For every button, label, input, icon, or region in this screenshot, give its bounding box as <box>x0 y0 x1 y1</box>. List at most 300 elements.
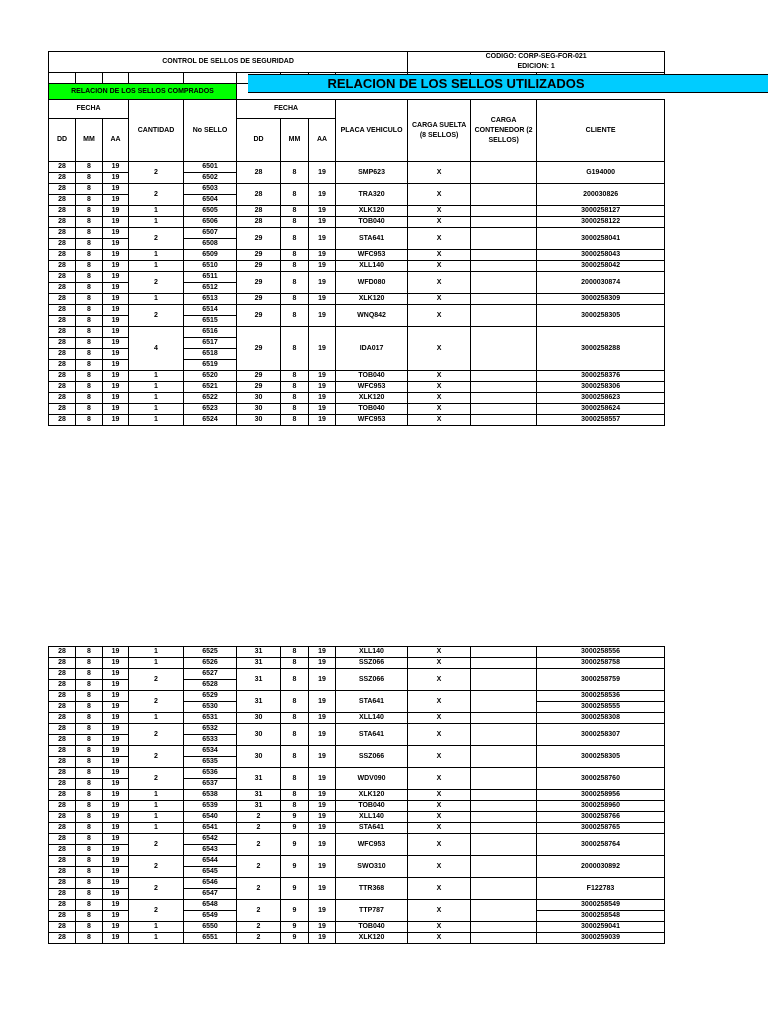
table-row <box>49 746 665 757</box>
use-day: 31 <box>237 691 281 713</box>
quantity: 1 <box>129 647 184 658</box>
purchase-year: 19 <box>103 349 129 360</box>
seal-number: 6512 <box>184 283 237 294</box>
client-code: 3000258307 <box>537 724 665 746</box>
purchase-day: 28 <box>49 647 76 658</box>
carga-suelta-mark: X <box>408 812 471 823</box>
codigo-label: CODIGO: CORP-SEG-FOR-021 <box>485 53 587 60</box>
use-month: 8 <box>281 713 309 724</box>
use-day: 29 <box>237 272 281 294</box>
quantity: 1 <box>129 206 184 217</box>
use-year: 19 <box>309 834 336 856</box>
use-year: 19 <box>309 393 336 404</box>
quantity: 2 <box>129 669 184 691</box>
carga-suelta-mark: X <box>408 713 471 724</box>
purchase-day: 28 <box>49 713 76 724</box>
quantity: 1 <box>129 415 184 426</box>
client-code: 3000258557 <box>537 415 665 426</box>
use-month: 8 <box>281 404 309 415</box>
purchase-day: 28 <box>49 911 76 922</box>
purchase-month: 8 <box>76 900 103 911</box>
table-row <box>49 382 665 393</box>
table-row <box>49 658 665 669</box>
use-year: 19 <box>309 184 336 206</box>
vehicle-plate: TOB040 <box>336 217 408 228</box>
vehicle-plate: XLL140 <box>336 812 408 823</box>
quantity: 2 <box>129 691 184 713</box>
carga-contenedor-mark <box>471 922 537 933</box>
table-row <box>49 669 665 680</box>
vehicle-plate: WFD080 <box>336 272 408 294</box>
use-year: 19 <box>309 415 336 426</box>
carga-contenedor-mark <box>471 812 537 823</box>
seal-number: 6525 <box>184 647 237 658</box>
use-day: 30 <box>237 404 281 415</box>
purchase-month: 8 <box>76 867 103 878</box>
use-month: 8 <box>281 768 309 790</box>
carga-suelta-mark: X <box>408 768 471 790</box>
purchase-day: 28 <box>49 823 76 834</box>
use-day: 2 <box>237 900 281 922</box>
seal-number: 6536 <box>184 768 237 779</box>
purchase-year: 19 <box>103 393 129 404</box>
quantity: 2 <box>129 305 184 327</box>
carga-contenedor-mark <box>471 250 537 261</box>
vehicle-plate: WFC953 <box>336 382 408 393</box>
vehicle-plate: TOB040 <box>336 371 408 382</box>
carga-suelta-mark: X <box>408 746 471 768</box>
purchase-day: 28 <box>49 195 76 206</box>
use-day: 28 <box>237 162 281 184</box>
purchase-month: 8 <box>76 735 103 746</box>
carga-contenedor-mark <box>471 382 537 393</box>
client-code: 200030826 <box>537 184 665 206</box>
purchase-day: 28 <box>49 261 76 272</box>
seal-number: 6548 <box>184 900 237 911</box>
use-month: 8 <box>281 294 309 305</box>
page-title: CONTROL DE SELLOS DE SEGURIDAD <box>49 52 408 73</box>
purchase-year: 19 <box>103 647 129 658</box>
client-code: 3000258549 <box>537 900 665 911</box>
table-row <box>49 922 665 933</box>
purchase-year: 19 <box>103 735 129 746</box>
quantity: 1 <box>129 823 184 834</box>
table-row <box>49 162 665 173</box>
banner-utilizados: RELACION DE LOS SELLOS UTILIZADOS <box>327 76 585 91</box>
purchase-day: 28 <box>49 900 76 911</box>
table-row <box>49 393 665 404</box>
purchase-day: 28 <box>49 206 76 217</box>
client-code: 3000258306 <box>537 382 665 393</box>
carga-suelta-mark: X <box>408 184 471 206</box>
use-month: 9 <box>281 856 309 878</box>
use-day: 30 <box>237 724 281 746</box>
seal-number: 6521 <box>184 382 237 393</box>
vehicle-plate: XLK120 <box>336 393 408 404</box>
use-day: 29 <box>237 382 281 393</box>
purchase-year: 19 <box>103 239 129 250</box>
carga-suelta-mark: X <box>408 900 471 922</box>
seal-number: 6540 <box>184 812 237 823</box>
seal-number: 6534 <box>184 746 237 757</box>
use-day: 29 <box>237 261 281 272</box>
seal-number: 6517 <box>184 338 237 349</box>
carga-contenedor-mark <box>471 790 537 801</box>
seal-number: 6509 <box>184 250 237 261</box>
seal-number: 6518 <box>184 349 237 360</box>
purchase-year: 19 <box>103 768 129 779</box>
use-month: 9 <box>281 812 309 823</box>
purchase-month: 8 <box>76 173 103 184</box>
document-code <box>408 52 665 73</box>
quantity: 1 <box>129 250 184 261</box>
quantity: 1 <box>129 922 184 933</box>
seal-number: 6507 <box>184 228 237 239</box>
purchase-day: 28 <box>49 250 76 261</box>
seal-number: 6510 <box>184 261 237 272</box>
carga-suelta-mark: X <box>408 250 471 261</box>
seal-number: 6535 <box>184 757 237 768</box>
purchase-year: 19 <box>103 294 129 305</box>
purchase-year: 19 <box>103 702 129 713</box>
table-row <box>49 713 665 724</box>
table-row <box>49 856 665 867</box>
carga-contenedor-mark <box>471 691 537 713</box>
vehicle-plate: STA641 <box>336 823 408 834</box>
purchase-day: 28 <box>49 735 76 746</box>
purchase-month: 8 <box>76 371 103 382</box>
purchase-month: 8 <box>76 327 103 338</box>
use-month: 8 <box>281 746 309 768</box>
carga-contenedor-mark <box>471 206 537 217</box>
client-code: 3000258556 <box>537 647 665 658</box>
seal-number: 6504 <box>184 195 237 206</box>
carga-suelta-mark: X <box>408 658 471 669</box>
client-code: 3000258042 <box>537 261 665 272</box>
client-code: 3000258760 <box>537 768 665 790</box>
vehicle-plate: WNQ842 <box>336 305 408 327</box>
client-code: 3000258288 <box>537 327 665 371</box>
use-day: 31 <box>237 647 281 658</box>
seal-number: 6533 <box>184 735 237 746</box>
carga-contenedor-mark <box>471 415 537 426</box>
seal-number: 6537 <box>184 779 237 790</box>
purchase-year: 19 <box>103 217 129 228</box>
vehicle-plate: STA641 <box>336 228 408 250</box>
carga-suelta-mark: X <box>408 261 471 272</box>
purchase-month: 8 <box>76 812 103 823</box>
use-year: 19 <box>309 404 336 415</box>
seal-number: 6531 <box>184 713 237 724</box>
client-code: 3000258758 <box>537 658 665 669</box>
use-year: 19 <box>309 801 336 812</box>
carga-suelta-mark: X <box>408 415 471 426</box>
client-code: 3000258960 <box>537 801 665 812</box>
carga-suelta-mark: X <box>408 669 471 691</box>
table-row <box>49 823 665 834</box>
use-month: 9 <box>281 878 309 900</box>
quantity: 2 <box>129 746 184 768</box>
use-day: 2 <box>237 823 281 834</box>
use-year: 19 <box>309 691 336 713</box>
client-code: 3000258309 <box>537 294 665 305</box>
table-row <box>49 228 665 239</box>
vehicle-plate: XLL140 <box>336 261 408 272</box>
purchase-year: 19 <box>103 338 129 349</box>
purchase-month: 8 <box>76 845 103 856</box>
purchase-month: 8 <box>76 768 103 779</box>
purchase-month: 8 <box>76 184 103 195</box>
seal-table-bottom <box>48 646 665 944</box>
vehicle-plate: IDA017 <box>336 327 408 371</box>
purchase-month: 8 <box>76 349 103 360</box>
use-month: 8 <box>281 647 309 658</box>
quantity: 2 <box>129 228 184 250</box>
carga-contenedor-mark <box>471 823 537 834</box>
purchase-day: 28 <box>49 691 76 702</box>
purchase-day: 28 <box>49 658 76 669</box>
purchase-day: 28 <box>49 779 76 790</box>
purchase-day: 28 <box>49 669 76 680</box>
purchase-year: 19 <box>103 779 129 790</box>
use-year: 19 <box>309 228 336 250</box>
purchase-year: 19 <box>103 669 129 680</box>
quantity: 1 <box>129 933 184 944</box>
use-year: 19 <box>309 922 336 933</box>
seal-number: 6514 <box>184 305 237 316</box>
purchase-month: 8 <box>76 195 103 206</box>
table-row <box>49 812 665 823</box>
purchase-year: 19 <box>103 195 129 206</box>
use-day: 2 <box>237 834 281 856</box>
purchase-year: 19 <box>103 823 129 834</box>
seal-number: 6543 <box>184 845 237 856</box>
table-row <box>49 305 665 316</box>
client-code: 3000258127 <box>537 206 665 217</box>
purchase-year: 19 <box>103 283 129 294</box>
client-code: 3000258305 <box>537 746 665 768</box>
use-year: 19 <box>309 878 336 900</box>
carga-contenedor-mark <box>471 272 537 294</box>
purchase-day: 28 <box>49 338 76 349</box>
seal-number: 6539 <box>184 801 237 812</box>
use-day: 29 <box>237 250 281 261</box>
use-year: 19 <box>309 900 336 922</box>
carga-suelta-mark: X <box>408 790 471 801</box>
seal-number: 6524 <box>184 415 237 426</box>
use-day: 31 <box>237 801 281 812</box>
carga-contenedor-mark <box>471 658 537 669</box>
carga-contenedor-mark <box>471 305 537 327</box>
purchase-year: 19 <box>103 327 129 338</box>
use-month: 9 <box>281 922 309 933</box>
purchase-month: 8 <box>76 911 103 922</box>
use-year: 19 <box>309 162 336 184</box>
use-year: 19 <box>309 305 336 327</box>
purchase-year: 19 <box>103 801 129 812</box>
purchase-month: 8 <box>76 239 103 250</box>
purchase-day: 28 <box>49 327 76 338</box>
seal-number: 6541 <box>184 823 237 834</box>
quantity: 2 <box>129 184 184 206</box>
purchase-day: 28 <box>49 371 76 382</box>
use-day: 30 <box>237 393 281 404</box>
table-body-top <box>49 162 665 426</box>
carga-contenedor-mark <box>471 713 537 724</box>
table-body-bottom <box>49 647 665 944</box>
purchase-month: 8 <box>76 856 103 867</box>
purchase-month: 8 <box>76 393 103 404</box>
carga-suelta-mark: X <box>408 206 471 217</box>
vehicle-plate: XLL140 <box>336 713 408 724</box>
purchase-year: 19 <box>103 922 129 933</box>
purchase-year: 19 <box>103 867 129 878</box>
vehicle-plate: WFC953 <box>336 834 408 856</box>
use-month: 8 <box>281 162 309 184</box>
purchase-month: 8 <box>76 702 103 713</box>
purchase-month: 8 <box>76 338 103 349</box>
header-fecha-compra: FECHA <box>49 100 129 119</box>
use-month: 8 <box>281 261 309 272</box>
carga-suelta-mark: X <box>408 305 471 327</box>
quantity: 1 <box>129 658 184 669</box>
client-code: 3000258308 <box>537 713 665 724</box>
purchase-month: 8 <box>76 834 103 845</box>
use-month: 8 <box>281 724 309 746</box>
purchase-day: 28 <box>49 360 76 371</box>
seal-number: 6549 <box>184 911 237 922</box>
carga-contenedor-mark <box>471 834 537 856</box>
purchase-day: 28 <box>49 415 76 426</box>
purchase-day: 28 <box>49 702 76 713</box>
purchase-day: 28 <box>49 922 76 933</box>
vehicle-plate: TRA320 <box>336 184 408 206</box>
purchase-day: 28 <box>49 867 76 878</box>
purchase-year: 19 <box>103 250 129 261</box>
client-code: 3000258041 <box>537 228 665 250</box>
table-row <box>49 404 665 415</box>
table-row <box>49 415 665 426</box>
client-code: 3000258956 <box>537 790 665 801</box>
use-day: 30 <box>237 713 281 724</box>
seal-number: 6523 <box>184 404 237 415</box>
carga-contenedor-mark <box>471 162 537 184</box>
purchase-day: 28 <box>49 305 76 316</box>
quantity: 2 <box>129 878 184 900</box>
vehicle-plate: TTP787 <box>336 900 408 922</box>
carga-suelta-mark: X <box>408 272 471 294</box>
purchase-day: 28 <box>49 404 76 415</box>
use-year: 19 <box>309 261 336 272</box>
seal-number: 6506 <box>184 217 237 228</box>
use-day: 29 <box>237 305 281 327</box>
carga-contenedor-mark <box>471 393 537 404</box>
purchase-day: 28 <box>49 272 76 283</box>
purchase-year: 19 <box>103 691 129 702</box>
banner-utilizados-bar <box>248 74 768 93</box>
carga-contenedor-mark <box>471 294 537 305</box>
client-code: 3000258623 <box>537 393 665 404</box>
quantity: 1 <box>129 393 184 404</box>
carga-contenedor-mark <box>471 801 537 812</box>
client-code: G194000 <box>537 162 665 184</box>
use-month: 8 <box>281 382 309 393</box>
purchase-year: 19 <box>103 911 129 922</box>
purchase-month: 8 <box>76 316 103 327</box>
purchase-year: 19 <box>103 228 129 239</box>
quantity: 2 <box>129 856 184 878</box>
client-code: 3000258555 <box>537 702 665 713</box>
purchase-year: 19 <box>103 173 129 184</box>
use-day: 30 <box>237 746 281 768</box>
use-day: 30 <box>237 415 281 426</box>
carga-contenedor-mark <box>471 746 537 768</box>
purchase-month: 8 <box>76 305 103 316</box>
carga-contenedor-mark <box>471 647 537 658</box>
quantity: 4 <box>129 327 184 371</box>
vehicle-plate: SSZ066 <box>336 669 408 691</box>
purchase-day: 28 <box>49 393 76 404</box>
client-code: 3000259041 <box>537 922 665 933</box>
use-month: 9 <box>281 933 309 944</box>
quantity: 2 <box>129 768 184 790</box>
purchase-day: 28 <box>49 845 76 856</box>
purchase-year: 19 <box>103 316 129 327</box>
use-month: 8 <box>281 691 309 713</box>
purchase-month: 8 <box>76 746 103 757</box>
table-row <box>49 878 665 889</box>
carga-suelta-mark: X <box>408 404 471 415</box>
header-aa-uso: AA <box>309 119 336 162</box>
purchase-day: 28 <box>49 680 76 691</box>
purchase-day: 28 <box>49 768 76 779</box>
header-fecha-uso: FECHA <box>237 100 336 119</box>
client-code: F122783 <box>537 878 665 900</box>
carga-contenedor-mark <box>471 878 537 900</box>
purchase-day: 28 <box>49 294 76 305</box>
use-year: 19 <box>309 790 336 801</box>
purchase-day: 28 <box>49 316 76 327</box>
table-row <box>49 801 665 812</box>
purchase-month: 8 <box>76 228 103 239</box>
carga-suelta-mark: X <box>408 823 471 834</box>
client-code: 3000258548 <box>537 911 665 922</box>
purchase-year: 19 <box>103 856 129 867</box>
purchase-day: 28 <box>49 382 76 393</box>
use-month: 8 <box>281 272 309 294</box>
quantity: 1 <box>129 382 184 393</box>
seal-number: 6503 <box>184 184 237 195</box>
purchase-year: 19 <box>103 162 129 173</box>
seal-number: 6529 <box>184 691 237 702</box>
purchase-month: 8 <box>76 669 103 680</box>
client-code: 2000030892 <box>537 856 665 878</box>
purchase-year: 19 <box>103 933 129 944</box>
carga-suelta-mark: X <box>408 922 471 933</box>
seal-table-bottom-wrap <box>48 646 664 944</box>
purchase-month: 8 <box>76 680 103 691</box>
use-day: 28 <box>237 184 281 206</box>
client-code: 3000258305 <box>537 305 665 327</box>
use-month: 8 <box>281 415 309 426</box>
use-month: 8 <box>281 371 309 382</box>
use-year: 19 <box>309 250 336 261</box>
use-day: 31 <box>237 669 281 691</box>
table-row <box>49 900 665 911</box>
seal-number: 6508 <box>184 239 237 250</box>
table-row <box>49 834 665 845</box>
use-year: 19 <box>309 713 336 724</box>
